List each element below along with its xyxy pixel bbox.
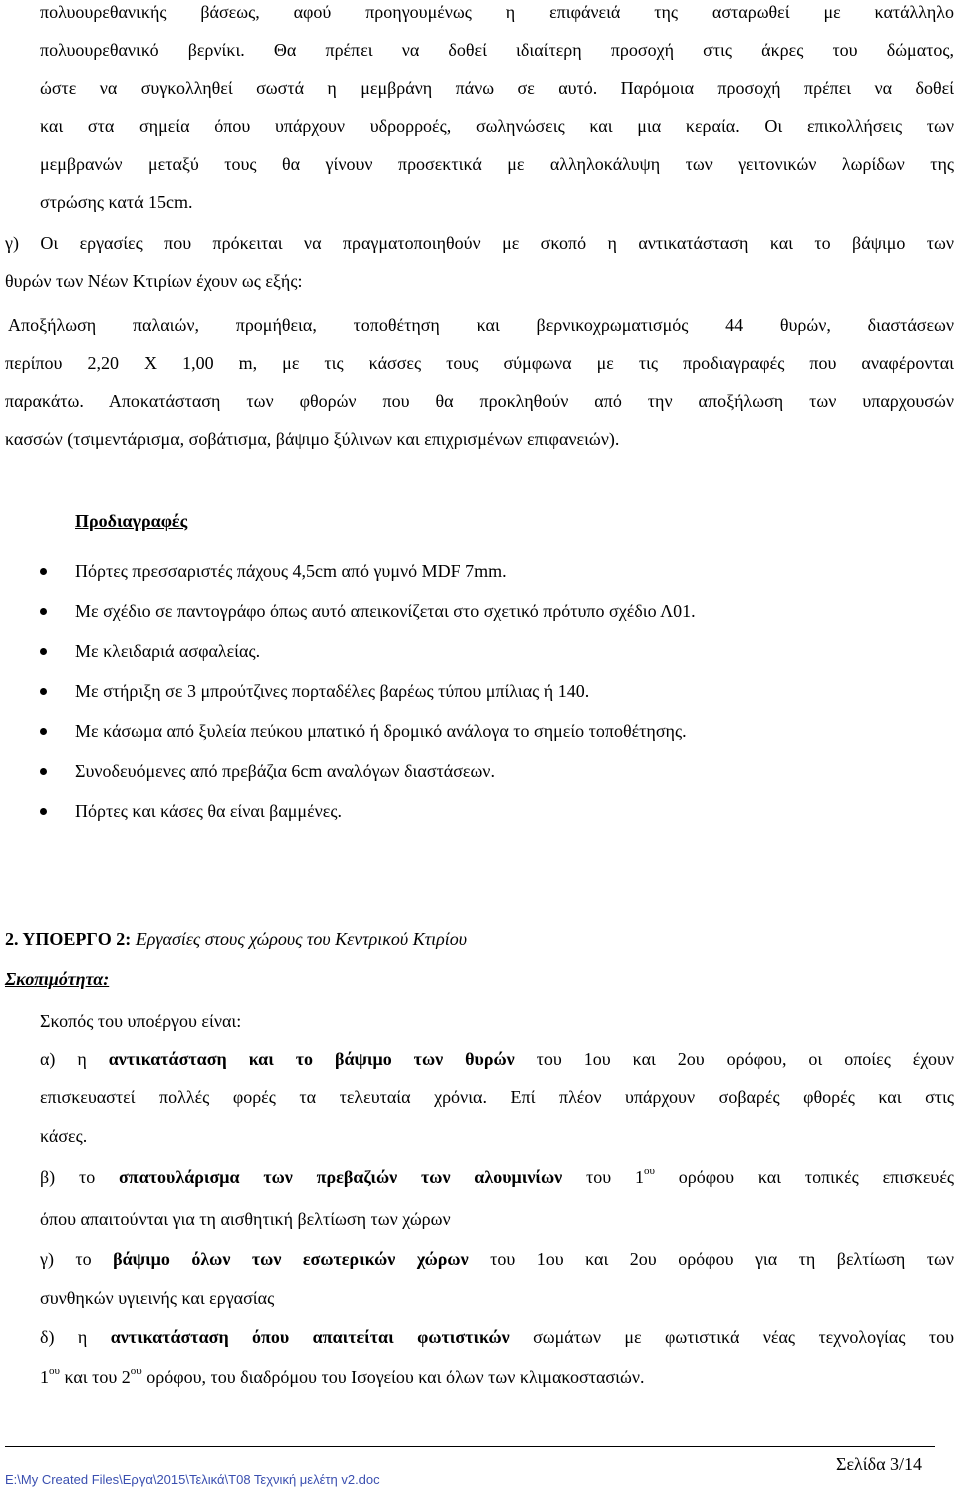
- item-a-suffix: του 1ου και 2ου ορόφου, οι οποίες έχουν: [514, 1049, 955, 1069]
- body-line: κασσών (τσιμεντάρισμα, σοβάτισμα, βάψιμο ξύλινων και επιχρισμένων επιφανειών).: [5, 429, 620, 449]
- item-b-bold: σπατουλάρισμα των πρεβαζιών των αλουμινίων: [119, 1167, 563, 1187]
- item-d-line: [40, 1326, 954, 1348]
- section-number: 2. ΥΠΟΕΡΓΟ 2:: [5, 929, 132, 949]
- bullet-icon: [40, 728, 47, 735]
- list-item-text: Με κάσωμα από ξυλεία πεύκου μπατικό ή δρομικό ανάλογα το σημείο τοποθέτησης.: [75, 721, 687, 741]
- item-c-line: [40, 1248, 954, 1270]
- specs-heading: Προδιαγραφές: [75, 511, 188, 531]
- bullet-icon: [40, 688, 47, 695]
- item-b-suffix: ορόφου και τοπικές επισκευές: [654, 1167, 955, 1187]
- body-line: πολυουρεθανικό βερνίκι. Θα πρέπει να δοθεί ιδιαίτερη προσοχή στις άκρες του δώματος,: [40, 40, 954, 60]
- body-line: όπου απαιτούνται για τη αισθητική βελτίωση των χώρων: [40, 1209, 451, 1229]
- page-number: Σελίδα 3/14: [836, 1454, 923, 1474]
- body-line: θυρών των Νέων Κτιρίων έχουν ως εξής:: [5, 271, 303, 291]
- list-item-text: Με σχέδιο σε παντογράφο όπως αυτό απεικονίζεται στο σχετικό πρότυπο σχέδιο Λ01.: [75, 601, 696, 621]
- list-item-text: Με στήριξη σε 3 μπρούτζινες πορταδέλες βαρέως τύπου μπίλιας ή 140.: [75, 681, 590, 701]
- body-line: ώστε να συγκολληθεί σωστά η μεμβράνη πάνω σε αυτό. Παρόμοια προσοχή πρέπει να δοθεί: [40, 78, 954, 98]
- list-item-text: Πόρτες πρεσσαριστές πάχους 4,5cm από γυμνό MDF 7mm.: [75, 561, 507, 581]
- bullet-icon: [40, 608, 47, 615]
- body-line: πολυουρεθανικής βάσεως, αφού προηγουμένως η επιφάνειά της ασταρωθεί με κατάλληλο: [40, 2, 954, 22]
- intro-line: Σκοπός του υποέργου είναι:: [40, 1011, 242, 1031]
- bullet-icon: [40, 768, 47, 775]
- section-heading: [5, 928, 467, 950]
- body-line: παρακάτω. Αποκατάσταση των φθορών που θα προκληθούν από την αποξήλωση των υπαρχουσών: [5, 391, 954, 411]
- superscript: ου: [130, 1365, 142, 1377]
- item-c-bold: βάψιμο όλων των εσωτερικών χώρων: [113, 1249, 469, 1269]
- body-line: στρώσης κατά 15cm.: [40, 192, 193, 212]
- text-span: ορόφου, του διαδρόμου του Ισογείου και όλων των κλιμακοστασιών.: [141, 1367, 645, 1387]
- item-b-prefix: β) το: [40, 1167, 120, 1187]
- item-a-prefix: α) η: [40, 1049, 109, 1069]
- body-line: Αποξήλωση παλαιών, προμήθεια, τοποθέτηση και βερνικοχρωματισμός 44 θυρών, διαστάσεων: [8, 315, 954, 335]
- list-item-text: Με κλειδαριά ασφαλείας.: [75, 641, 261, 661]
- item-d-prefix: δ) η: [40, 1327, 111, 1347]
- bullet-icon: [40, 568, 47, 575]
- superscript: ου: [49, 1365, 60, 1377]
- body-line: και στα σημεία όπου υπάρχουν υδρορροές, σωληνώσεις και μια κεραία. Οι επικολλήσεις των: [40, 116, 954, 136]
- purpose-heading: Σκοπιμότητα:: [5, 969, 110, 989]
- body-line: συνθηκών υγιεινής και εργασίας: [40, 1288, 275, 1308]
- body-line: μεμβρανών μεταξύ τους θα γίνουν προσεκτικά με αλληλοκάλυψη των γειτονικών λωρίδων της: [40, 154, 954, 174]
- item-c-suffix: του 1ου και 2ου ορόφου για τη βελτίωση των: [468, 1249, 954, 1269]
- body-line: επισκευαστεί πολλές φορές τα τελευταία χρόνια. Επί πλέον υπάρχουν σοβαρές φθορές και στις: [40, 1087, 954, 1107]
- item-a-bold: αντικατάσταση και το βάψιμο των θυρών: [108, 1049, 515, 1069]
- file-path: E:\My Created Files\Εργα\2015\Τελικά\Τ08 Τεχνική μελέτη v2.doc: [5, 1472, 380, 1487]
- bullet-icon: [40, 808, 47, 815]
- section-title: Εργασίες στους χώρους του Κεντρικού Κτιρίου: [135, 929, 468, 949]
- item-b-mid: του 1: [562, 1167, 644, 1187]
- bullet-icon: [40, 648, 47, 655]
- list-item-text: Συνοδευόμενες από πρεβάζια 6cm αναλόγων διαστάσεων.: [75, 761, 495, 781]
- text-span: και του 2: [59, 1367, 131, 1387]
- item-d-line-2: [40, 1366, 644, 1388]
- list-item-text: Πόρτες και κάσες θα είναι βαμμένες.: [75, 801, 342, 821]
- body-line: κάσες.: [40, 1126, 88, 1146]
- item-a-line: [40, 1048, 954, 1070]
- text-span: 1: [40, 1367, 49, 1387]
- item-b-sup: ου: [643, 1165, 655, 1177]
- footer-divider: [5, 1446, 935, 1447]
- item-c-prefix: γ) το: [40, 1249, 114, 1269]
- item-d-bold: αντικατάσταση όπου απαιτείται φωτιστικών: [110, 1327, 510, 1347]
- body-line: περίπου 2,20 Χ 1,00 m, με τις κάσσες τους σύμφωνα με τις προδιαγραφές που αναφέρονται: [5, 353, 954, 373]
- item-b-line: [40, 1166, 954, 1188]
- body-line: γ) Οι εργασίες που πρόκειται να πραγματοποιηθούν με σκοπό η αντικατάσταση και το βάψιμο των: [5, 233, 954, 253]
- item-d-suffix: σωμάτων με φωτιστικά νέας τεχνολογίας του: [509, 1327, 954, 1347]
